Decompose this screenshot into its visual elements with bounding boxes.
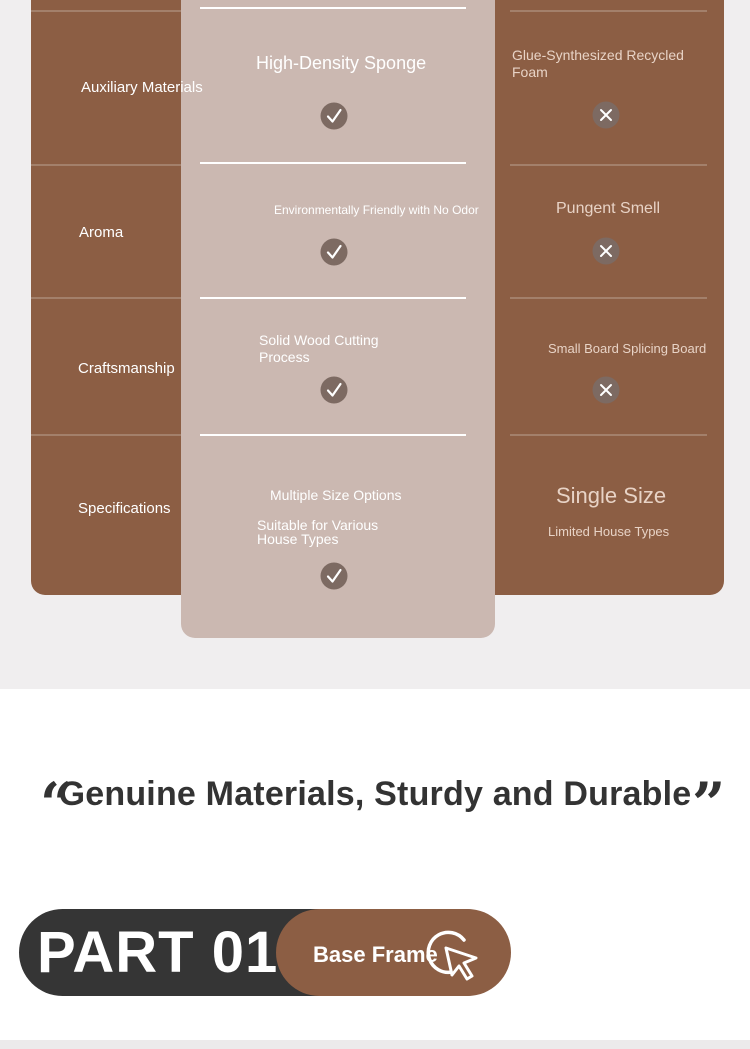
row-divider — [510, 434, 707, 436]
highlight-row-divider — [200, 434, 466, 436]
section-headline: Genuine Materials, Sturdy and Durable — [58, 775, 692, 813]
cross-icon — [592, 376, 620, 404]
competitor-value: Single Size — [556, 483, 667, 508]
row-divider — [510, 297, 707, 299]
check-icon — [320, 562, 348, 590]
row-divider — [31, 164, 181, 166]
ours-value: Solid Wood Cutting — [259, 332, 379, 348]
ours-value: Suitable for Various — [257, 517, 379, 533]
ours-value: Environmentally Friendly with No Odor — [274, 203, 479, 217]
cross-icon — [592, 101, 620, 129]
row-category-label: Auxiliary Materials — [81, 79, 203, 96]
row-divider — [510, 164, 707, 166]
ours-value: Multiple Size Options — [270, 487, 402, 503]
row-divider — [31, 297, 181, 299]
row-category-label: Aroma — [79, 224, 124, 241]
cross-icon — [592, 237, 620, 265]
next-section-edge — [0, 1040, 750, 1049]
competitor-value: Small Board Splicing Board — [548, 341, 707, 356]
competitor-value: Limited House Types — [548, 524, 670, 539]
highlight-row-divider — [200, 297, 466, 299]
open-quote-icon: “ — [40, 770, 74, 838]
ours-value: Process — [259, 349, 310, 365]
row-divider — [31, 434, 181, 436]
cursor-arrow-icon — [422, 928, 482, 984]
part-section-label: Base Frame — [313, 942, 438, 967]
row-divider — [510, 10, 707, 12]
check-icon — [320, 102, 348, 130]
part-number-label: PART 01 — [37, 920, 279, 985]
highlight-row-divider — [200, 7, 466, 9]
competitor-value: Glue-Synthesized Recycled — [512, 47, 684, 63]
close-quote-icon: ” — [692, 770, 726, 838]
row-category-label: Craftsmanship — [78, 360, 175, 377]
check-icon — [320, 376, 348, 404]
row-category-label: Specifications — [78, 500, 171, 517]
ours-value: House Types — [257, 531, 339, 547]
competitor-value: Foam — [512, 64, 548, 80]
row-divider — [31, 10, 181, 12]
competitor-value: Pungent Smell — [556, 200, 661, 217]
highlight-row-divider — [200, 162, 466, 164]
ours-value: High-Density Sponge — [256, 53, 427, 73]
check-icon — [320, 238, 348, 266]
